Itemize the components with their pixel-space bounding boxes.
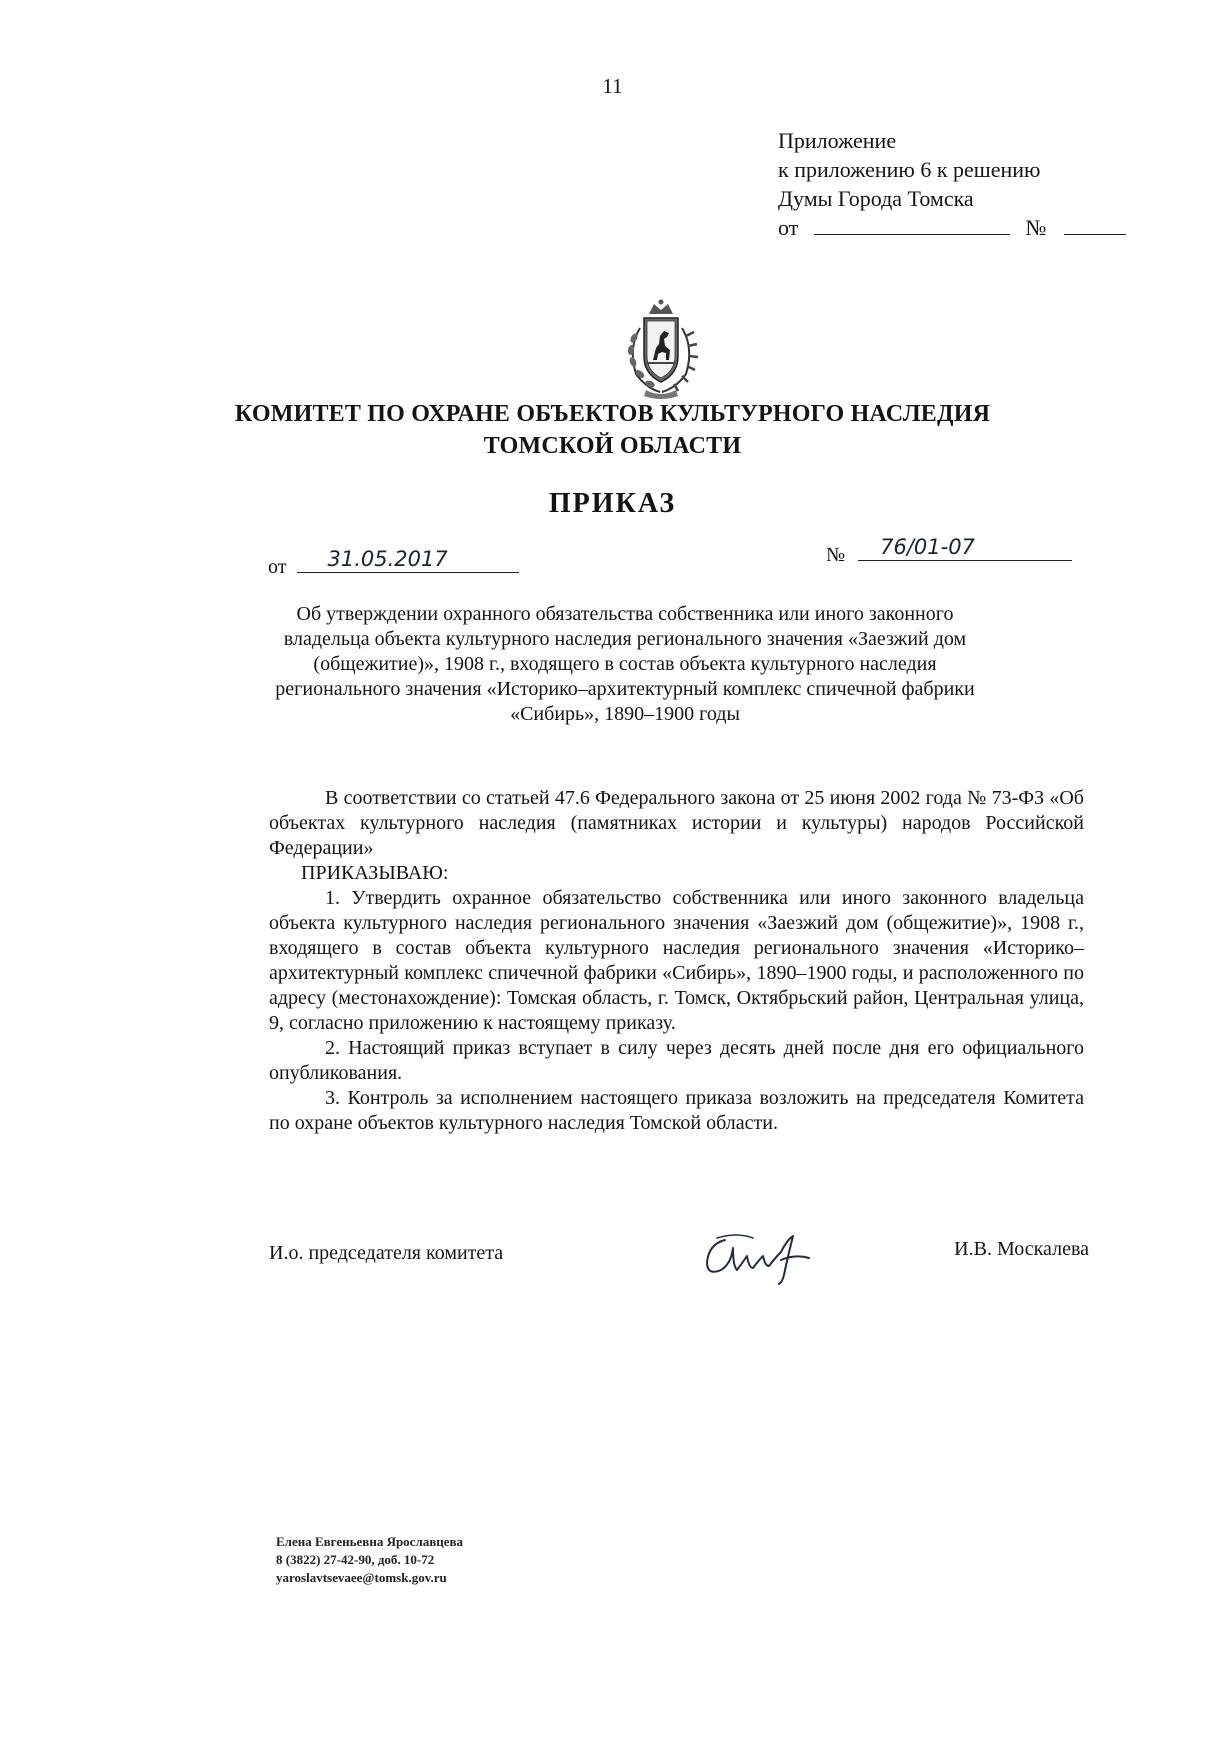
appendix-number-label: №: [1025, 215, 1047, 240]
page-number: 11: [602, 74, 623, 98]
committee-name-line-2: ТОМСКОЙ ОБЛАСТИ: [483, 433, 742, 459]
signatory-role: И.о. председателя комитета: [269, 1242, 504, 1264]
executor-email: yaroslavtsevaee@tomsk.gov.ru: [276, 1570, 447, 1585]
tomsk-region-coat-of-arms-icon: [616, 298, 706, 400]
appendix-line-2: к приложению 6 к решению: [778, 157, 1041, 182]
appendix-header: [778, 126, 1126, 242]
order-number-row: [826, 535, 1072, 567]
order-date-label: от: [268, 556, 287, 578]
executor-contact: [276, 1533, 463, 1587]
appendix-line-3: Думы Города Томска: [778, 186, 974, 211]
appendix-from-label: от: [778, 215, 799, 240]
order-preamble: В соответствии со статьей 47.6 Федерального закона от 25 июня 2002 года № 73-ФЗ «Об объектах культурного наследия (памятниках истории и культуры) народов Российской Федерации»: [269, 787, 1084, 859]
order-word: ПРИКАЗЫВАЮ:: [301, 862, 449, 884]
order-number-field: [858, 535, 1072, 561]
order-item-2: 2. Настоящий приказ вступает в силу через десять дней после дня его официального опубликования.: [269, 1037, 1084, 1084]
order-number-value: 76/01-07: [880, 535, 975, 559]
order-number-label: №: [826, 544, 846, 566]
signature-block: [269, 1230, 1089, 1290]
appendix-line-1: Приложение: [778, 128, 897, 153]
appendix-number-blank: [1064, 220, 1126, 235]
committee-name-line-1: КОМИТЕТ ПО ОХРАНЕ ОБЪЕКТОВ КУЛЬТУРНОГО НАСЛЕДИЯ: [234, 401, 991, 427]
order-body: [269, 786, 1084, 1136]
order-date-field: [297, 547, 519, 573]
appendix-date-blank: [814, 220, 1010, 235]
order-subject: Об утверждении охранного обязательства собственника или иного законного владельца объекта культурного наследия регионального значения «Заезжий дом (общежитие)», 1908 г., входящего в состав объекта культурного наследия регионального значения «Историко–архитектурный комплекс спичечной фабрики «Сибирь», 1890–1900 годы: [275, 603, 975, 725]
order-date-value: 31.05.2017: [327, 547, 448, 571]
signatory-name: И.В. Москалева: [954, 1238, 1089, 1260]
order-item-3: 3. Контроль за исполнением настоящего приказа возложить на председателя Комитета по охране объектов культурного наследия Томской области.: [269, 1087, 1084, 1134]
order-title: ПРИКАЗ: [548, 488, 677, 519]
handwritten-signature: [697, 1230, 837, 1286]
executor-name: Елена Евгеньевна Ярославцева: [276, 1534, 464, 1549]
appendix-date-number-line: [778, 213, 1126, 242]
order-date-row: [268, 547, 519, 579]
order-item-1: 1. Утвердить охранное обязательство собственника или иного законного владельца объекта культурного наследия регионального значения «Заезжий дом (общежитие)», 1908 г., входящего в состав объекта культурного наследия регионального значения «Историко–архитектурный комплекс спичечной фабрики «Сибирь», 1890–1900 годы, и расположенного по адресу (местонахождение): Томская область, г. Томск, Октябрьский район, Центральная улица, 9, согласно приложению к настоящему приказу.: [269, 887, 1084, 1034]
executor-phone: 8 (3822) 27-42-90, доб. 10-72: [276, 1552, 435, 1567]
committee-name: [0, 398, 1225, 462]
